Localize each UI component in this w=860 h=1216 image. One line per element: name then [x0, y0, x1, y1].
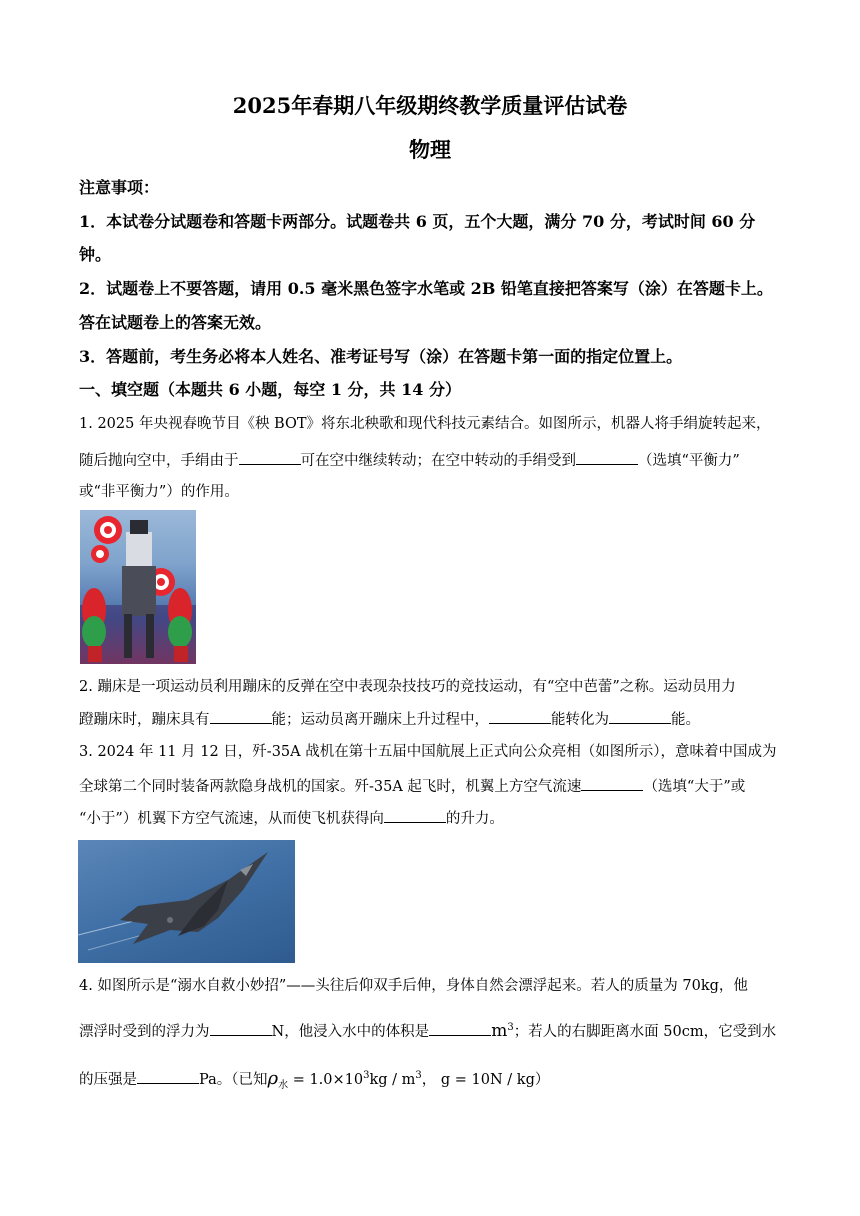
notice-item-1-cont: 钟。	[79, 245, 112, 264]
q3-line-3	[79, 808, 784, 829]
q3-line-1: 3. 2024 年 11 月 12 日，歼-35A 战机在第十五届中国航展上正式向公众亮相（如图所示），意味着中国成为	[79, 744, 777, 760]
q3-text-a: 全球第二个同时装备两款隐身战机的国家。歼-35A 起飞时，机翼上方空气流速	[79, 779, 582, 795]
notice-item-2: 2．试题卷上不要答题，请用 0.5 毫米黑色签字水笔或 2B 铅笔直接把答案写（涂）在答题卡上。	[79, 279, 773, 298]
q4-line-1: 4. 如图所示是“溺水自救小妙招”——头往后仰双手后伸，身体自然会漂浮起来。若人的质量为 70kg，他	[79, 978, 748, 994]
answer-blank[interactable]	[210, 709, 272, 724]
q4-text-d: ；若人的右脚距离水面 50cm，它受到水	[513, 1023, 777, 1040]
q4-text-e: 的压强是	[79, 1071, 137, 1088]
answer-blank[interactable]	[429, 1021, 491, 1036]
q2-text-b: 能；运动员离开蹦床上升过程中，	[271, 712, 489, 728]
answer-blank[interactable]	[210, 1021, 272, 1036]
q4-line-2	[79, 1018, 784, 1042]
q1-text-a: 随后抛向空中，手绢由于	[79, 453, 239, 469]
q1-line-3: 或“非平衡力”）的作用。	[79, 484, 239, 500]
answer-blank[interactable]	[489, 709, 551, 724]
q4-unit-m: m	[491, 1020, 508, 1041]
q2-text-a: 蹬蹦床时，蹦床具有	[79, 712, 210, 728]
q1-line-1: 1. 2025 年央视春晚节目《秧 BOT》将东北秧歌和现代科技元素结合。如图所示，机器人将手绢旋转起来，	[79, 416, 771, 432]
answer-blank[interactable]	[239, 450, 301, 465]
rho-unit: kg / m	[369, 1071, 416, 1088]
q3-line-2	[79, 776, 784, 797]
q4-unit-exp: 3	[507, 1022, 514, 1033]
answer-blank[interactable]	[137, 1069, 199, 1084]
rho-exponent: 3	[363, 1070, 370, 1081]
density-formula	[267, 1067, 422, 1091]
q2-line-1: 2. 蹦床是一项运动员利用蹦床的反弹在空中表现杂技技巧的竞技运动，有“空中芭蕾”之称。运动员用力	[79, 679, 736, 695]
notice-item-3: 3．答题前，考生务必将本人姓名、准考证号写（涂）在答题卡第一面的指定位置上。	[79, 347, 683, 366]
answer-blank[interactable]	[581, 776, 643, 791]
q4-close-paren: ）	[534, 1071, 550, 1088]
rho-unit-exp: 3	[415, 1070, 422, 1081]
notice-item-2-cont: 答在试题卷上的答案无效。	[79, 313, 272, 332]
notice-item-1: 1．本试卷分试题卷和答题卡两部分。试题卷共 6 页，五个大题，满分 70 分，考试时间 60 分	[79, 212, 756, 231]
q4-line-3: 的压强是 Pa。（已知$\rho_水 = 1.0\times 10^3kg / m^3$， g = 10N / kg）	[79, 1067, 550, 1091]
q2-text-d: 能。	[671, 712, 700, 728]
q3-text-b: （选填“大于”或	[643, 779, 746, 795]
gravity-formula: g = 10N / kg	[440, 1071, 535, 1088]
answer-blank[interactable]	[384, 808, 446, 823]
robot-yangge-photo	[80, 510, 196, 664]
subject-title: 物理	[409, 137, 451, 162]
rho-value: = 1.0×10	[288, 1071, 364, 1088]
q4-text-b: N，他浸入水中的体积是	[271, 1023, 430, 1040]
q4-text-a: 漂浮时受到的浮力为	[79, 1023, 210, 1040]
q1-text-c: （选填“平衡力”	[638, 453, 740, 469]
answer-blank[interactable]	[576, 450, 638, 465]
q3-text-c: “小于”）机翼下方空气流速，从而使飞机获得向	[79, 811, 384, 827]
notice-heading: 注意事项：	[79, 178, 160, 197]
q2-text-c: 能转化为	[551, 712, 609, 728]
answer-blank[interactable]	[609, 709, 671, 724]
j35a-jet-photo	[78, 840, 295, 963]
q1-text-b: 可在空中继续转动；在空中转动的手绢受到	[300, 453, 576, 469]
q3-text-d: 的升力。	[445, 811, 504, 827]
exam-title: 2025年春期八年级期终教学质量评估试卷	[232, 93, 628, 118]
q4-text-f: Pa。（已知	[199, 1071, 268, 1088]
q1-line-2	[79, 450, 784, 471]
rho-subscript: 水	[278, 1079, 289, 1091]
section-1-heading: 一、填空题（本题共 6 小题，每空 1 分，共 14 分）	[79, 380, 461, 399]
q2-line-2	[79, 709, 784, 730]
rho-symbol: ρ	[267, 1067, 279, 1089]
